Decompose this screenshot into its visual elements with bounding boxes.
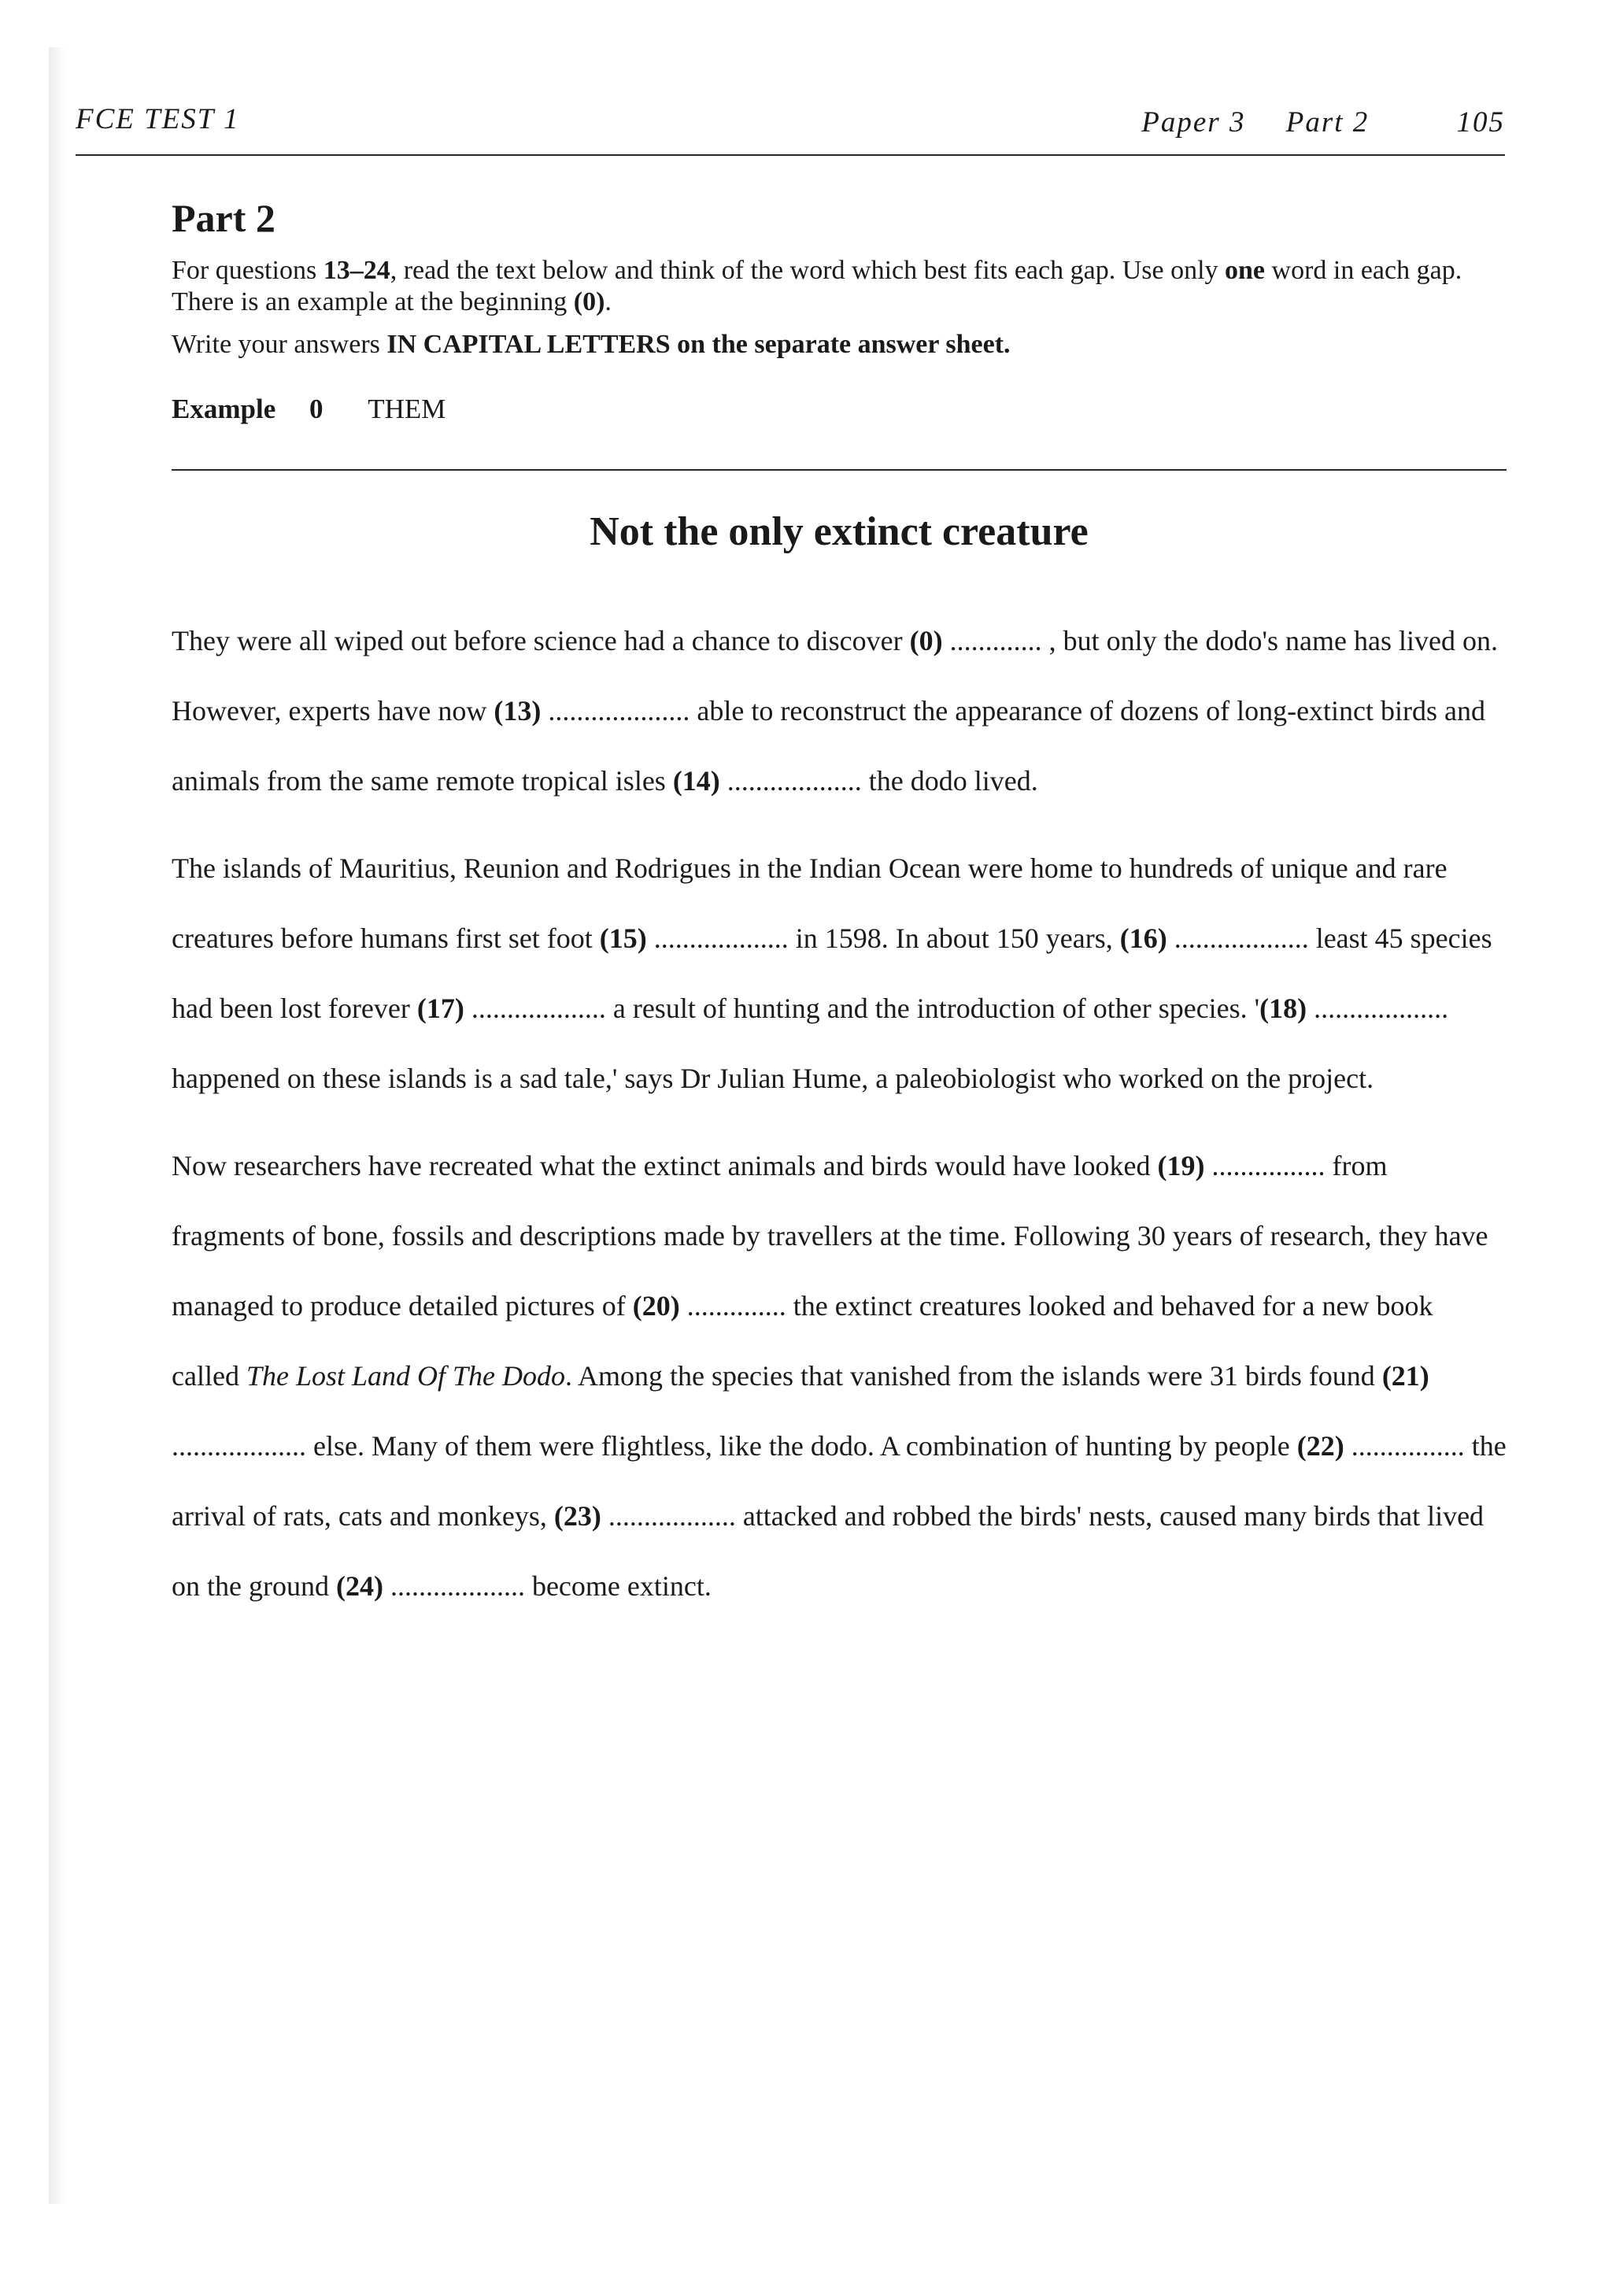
emphasis-one: one bbox=[1225, 256, 1266, 285]
book-title: FCE TEST 1 bbox=[76, 103, 240, 135]
gap-14: (14) bbox=[672, 765, 720, 797]
gap-17: (17) bbox=[416, 993, 464, 1024]
page-number: 105 bbox=[1456, 106, 1505, 139]
section-rule bbox=[172, 469, 1507, 471]
running-head bbox=[76, 102, 1505, 150]
part-title: Part 2 bbox=[172, 196, 275, 240]
gap-22: (22) bbox=[1296, 1430, 1344, 1462]
gap-18: (18) bbox=[1259, 993, 1307, 1024]
gap-15: (15) bbox=[599, 922, 647, 954]
gap-24: (24) bbox=[335, 1570, 383, 1602]
paper-part-label bbox=[1110, 105, 1505, 139]
gap-19: (19) bbox=[1157, 1150, 1205, 1181]
scan-edge bbox=[49, 47, 66, 2204]
passage-paragraph-3: Now researchers have recreated what the extinct animals and birds would have looked (19) ................ from fragments of bone, fossils and descriptions made by travellers at the time. Following 30 years of research, they have managed to produce detailed pictures of (20) .............. the extinct creatures looked and behaved for a new book called The Lost Land Of The Dodo. Among the species that vanished from the islands were 31 birds found (21) ................... else. Many of them were flightless, like the dodo. A combination of hunting by people (22) ................ the arrival of rats, cats and monkeys, (23) .................. attacked and robbed the birds' nests, caused many birds that lived on the ground (24) ................... become extinct. bbox=[172, 1150, 1507, 1602]
gap-13: (13) bbox=[494, 695, 542, 727]
book-title-italic: The Lost Land Of The Dodo bbox=[246, 1360, 566, 1392]
instruction-write: Write your answers IN CAPITAL LETTERS on the separate answer sheet. bbox=[172, 330, 1011, 359]
text-title: Not the only extinct creature bbox=[590, 509, 1089, 554]
example-answer: THEM bbox=[368, 394, 446, 424]
gap-20: (20) bbox=[632, 1290, 680, 1322]
paper-label: Paper 3 bbox=[1141, 106, 1246, 139]
gap-23: (23) bbox=[553, 1500, 601, 1532]
example-ref: (0) bbox=[573, 287, 605, 316]
example-row bbox=[172, 394, 446, 425]
part-label: Part 2 bbox=[1285, 106, 1370, 139]
instruction-questions: For questions 13–24, read the text below and think of the word which best fits each gap. Use only one word in each gap. There is an example at the beginning (0). bbox=[172, 256, 1462, 316]
gap-16: (16) bbox=[1119, 922, 1167, 954]
gap-21: (21) bbox=[1381, 1360, 1429, 1392]
example-number: 0 bbox=[309, 394, 324, 424]
passage-paragraph-2: The islands of Mauritius, Reunion and Rodrigues in the Indian Ocean were home to hundreds of unique and rare creatures before humans first set foot (15) ................... in 1598. In about 150 years, (16) ................... least 45 species had been lost forever (17) ................... a result of hunting and the introduction of other species. '(18) ................... happened on these islands is a sad tale,' says Dr Julian Hume, a paleobiologist who worked on the project. bbox=[172, 852, 1492, 1094]
question-range: 13–24 bbox=[323, 256, 390, 285]
header-rule bbox=[76, 154, 1505, 156]
gap-0: (0) bbox=[909, 625, 943, 656]
instructions bbox=[172, 255, 1478, 372]
example-label: Example bbox=[172, 394, 276, 424]
passage bbox=[172, 606, 1507, 1639]
capital-letters-instruction: IN CAPITAL LETTERS on the separate answer sheet. bbox=[386, 330, 1011, 359]
passage-paragraph-1: They were all wiped out before science had a chance to discover (0) ............. , but only the dodo's name has lived on. However, experts have now (13) .................... able to reconstruct the appearance of dozens of long-extinct birds and animals from the same remote tropical isles (14) ................... the dodo lived. bbox=[172, 625, 1498, 797]
